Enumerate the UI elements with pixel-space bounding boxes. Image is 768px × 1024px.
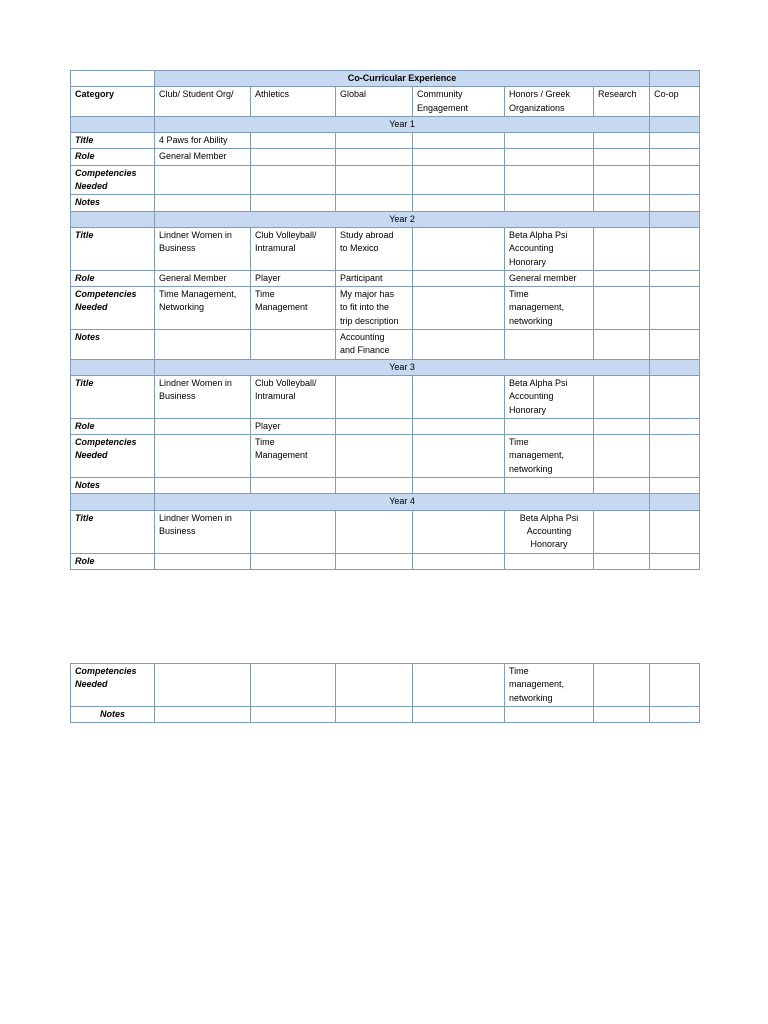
table-cell: Participant — [336, 270, 413, 286]
table-cell — [505, 149, 594, 165]
table-cell — [155, 330, 251, 360]
table-cell: Club Volleyball/ Intramural — [251, 227, 336, 270]
year-label: Year 2 — [155, 211, 650, 227]
table-cell — [650, 706, 700, 722]
table-cell — [650, 664, 700, 707]
table-cell — [594, 706, 650, 722]
title-spacer-right — [650, 71, 700, 87]
table-cell: My major has to fit into the trip description — [336, 287, 413, 330]
table-cell — [413, 270, 505, 286]
title-spacer — [71, 71, 155, 87]
row-label-competencies: Competencies Needed — [71, 664, 155, 707]
table-cell — [505, 133, 594, 149]
table-cell: General member — [505, 270, 594, 286]
table-row-role — [71, 553, 700, 569]
table-cell — [413, 418, 505, 434]
column-header: Co-op — [650, 87, 700, 117]
table-row-competencies — [71, 664, 700, 707]
year-spacer — [71, 211, 155, 227]
table-cell: Player — [251, 270, 336, 286]
table-cell — [594, 165, 650, 195]
table-cell — [155, 418, 251, 434]
row-label-competencies: Competencies Needed — [71, 165, 155, 195]
table-cell: Lindner Women in Business — [155, 510, 251, 553]
table-cell — [413, 706, 505, 722]
table-cell — [650, 435, 700, 478]
table-row-notes — [71, 478, 700, 494]
table-cell: Time management, networking — [505, 287, 594, 330]
table-cell — [650, 287, 700, 330]
table-cell — [413, 165, 505, 195]
row-label-notes: Notes — [71, 478, 155, 494]
table-row-notes — [71, 195, 700, 211]
table-cell — [155, 165, 251, 195]
table-cell: Lindner Women in Business — [155, 227, 251, 270]
table-cell — [413, 227, 505, 270]
year-spacer — [71, 359, 155, 375]
table-cell — [251, 195, 336, 211]
table-row-role — [71, 418, 700, 434]
table-cell — [336, 149, 413, 165]
table-cell — [594, 664, 650, 707]
table-cell: Beta Alpha Psi Accounting Honorary — [505, 510, 594, 553]
table-cell — [413, 478, 505, 494]
table-cell: Time Management, Networking — [155, 287, 251, 330]
table-cell — [251, 664, 336, 707]
year-spacer-right — [650, 359, 700, 375]
table-cell: Player — [251, 418, 336, 434]
table-row-role — [71, 149, 700, 165]
table-cell: Beta Alpha Psi Accounting Honorary — [505, 375, 594, 418]
table-cell — [594, 510, 650, 553]
table-row-title — [71, 133, 700, 149]
table-cell — [336, 133, 413, 149]
column-header: Club/ Student Org/ — [155, 87, 251, 117]
table-cell — [594, 375, 650, 418]
table-cell — [336, 435, 413, 478]
table-cell — [650, 330, 700, 360]
table-cell — [413, 330, 505, 360]
table-cell — [650, 510, 700, 553]
table-cell: Beta Alpha Psi Accounting Honorary — [505, 227, 594, 270]
table-cell — [336, 553, 413, 569]
row-label-title: Title — [71, 227, 155, 270]
co-curricular-table-continued — [70, 663, 700, 723]
table-cell — [336, 510, 413, 553]
table-cell: General Member — [155, 149, 251, 165]
table-cell — [650, 133, 700, 149]
table-cell — [251, 706, 336, 722]
table-cell — [594, 435, 650, 478]
table-cell — [505, 418, 594, 434]
table-cell: Time Management — [251, 435, 336, 478]
table-cell — [505, 478, 594, 494]
year-header-row — [71, 116, 700, 132]
table-cell — [413, 553, 505, 569]
table-cell — [413, 664, 505, 707]
year-label: Year 4 — [155, 494, 650, 510]
table-cell: Time management, networking — [505, 664, 594, 707]
table-cell — [594, 330, 650, 360]
co-curricular-table — [70, 70, 700, 570]
table-cell — [594, 287, 650, 330]
row-label-title: Title — [71, 510, 155, 553]
year-spacer — [71, 494, 155, 510]
table-cell — [336, 478, 413, 494]
table-cell — [336, 418, 413, 434]
table-cell: 4 Paws for Ability — [155, 133, 251, 149]
row-label-role: Role — [71, 553, 155, 569]
table-cell — [413, 195, 505, 211]
table-cell — [336, 165, 413, 195]
table-row-competencies — [71, 287, 700, 330]
table-cell — [505, 195, 594, 211]
table-row-role — [71, 270, 700, 286]
table-title: Co-Curricular Experience — [155, 71, 650, 87]
column-header: Athletics — [251, 87, 336, 117]
table-cell — [336, 706, 413, 722]
table-cell — [594, 553, 650, 569]
year-spacer-right — [650, 494, 700, 510]
table-cell — [413, 435, 505, 478]
row-label-notes: Notes — [71, 195, 155, 211]
table-cell — [336, 195, 413, 211]
year-label: Year 1 — [155, 116, 650, 132]
table-row-competencies — [71, 165, 700, 195]
table-row-notes — [71, 706, 700, 722]
table-cell: General Member — [155, 270, 251, 286]
table-cell — [413, 133, 505, 149]
table-cell — [594, 149, 650, 165]
row-label-notes: Notes — [71, 330, 155, 360]
table-cell: Study abroad to Mexico — [336, 227, 413, 270]
column-header: Research — [594, 87, 650, 117]
row-label-title: Title — [71, 375, 155, 418]
table-row-competencies — [71, 435, 700, 478]
table-title-row — [71, 71, 700, 87]
table-cell — [155, 553, 251, 569]
table-cell — [594, 227, 650, 270]
table-cell — [413, 149, 505, 165]
table-cell — [336, 664, 413, 707]
table-cell — [505, 706, 594, 722]
table-cell — [650, 227, 700, 270]
table-cell — [505, 553, 594, 569]
table-cell: Time management, networking — [505, 435, 594, 478]
table-cell — [594, 478, 650, 494]
table-cell — [251, 149, 336, 165]
table-cell — [336, 375, 413, 418]
table-cell — [251, 133, 336, 149]
row-label-competencies: Competencies Needed — [71, 287, 155, 330]
table-cell — [650, 195, 700, 211]
row-label-role: Role — [71, 418, 155, 434]
table-cell — [594, 195, 650, 211]
table-row-notes — [71, 330, 700, 360]
table-cell — [251, 478, 336, 494]
row-label-role: Role — [71, 270, 155, 286]
table-cell — [251, 510, 336, 553]
table-cell — [155, 195, 251, 211]
table-cell — [650, 478, 700, 494]
table-cell — [155, 435, 251, 478]
table-cell — [505, 330, 594, 360]
table-row-title — [71, 510, 700, 553]
table-cell — [650, 270, 700, 286]
table-cell — [251, 330, 336, 360]
column-header: Global — [336, 87, 413, 117]
year-header-row — [71, 494, 700, 510]
table-cell — [413, 287, 505, 330]
table-cell — [650, 149, 700, 165]
year-header-row — [71, 359, 700, 375]
year-spacer — [71, 116, 155, 132]
column-header: Category — [71, 87, 155, 117]
table-cell: Accounting and Finance — [336, 330, 413, 360]
table-cell — [650, 375, 700, 418]
table-cell — [650, 418, 700, 434]
row-label-competencies: Competencies Needed — [71, 435, 155, 478]
table-cell — [594, 270, 650, 286]
table-cell: Lindner Women in Business — [155, 375, 251, 418]
row-label-role: Role — [71, 149, 155, 165]
table-cell — [594, 418, 650, 434]
table-cell — [505, 165, 594, 195]
year-spacer-right — [650, 211, 700, 227]
row-label-title: Title — [71, 133, 155, 149]
table-cell: Club Volleyball/ Intramural — [251, 375, 336, 418]
table-cell — [594, 133, 650, 149]
year-spacer-right — [650, 116, 700, 132]
table-cell — [155, 706, 251, 722]
table-cell — [650, 165, 700, 195]
table-cell — [413, 510, 505, 553]
column-header: Community Engagement — [413, 87, 505, 117]
table-cell — [251, 553, 336, 569]
table-cell — [155, 478, 251, 494]
row-label-notes: Notes — [71, 706, 155, 722]
column-header-row — [71, 87, 700, 117]
table-cell — [413, 375, 505, 418]
table-row-title — [71, 375, 700, 418]
table-cell — [155, 664, 251, 707]
table-row-title — [71, 227, 700, 270]
table-cell — [650, 553, 700, 569]
year-label: Year 3 — [155, 359, 650, 375]
table-cell — [251, 165, 336, 195]
table-cell: Time Management — [251, 287, 336, 330]
column-header: Honors / Greek Organizations — [505, 87, 594, 117]
year-header-row — [71, 211, 700, 227]
